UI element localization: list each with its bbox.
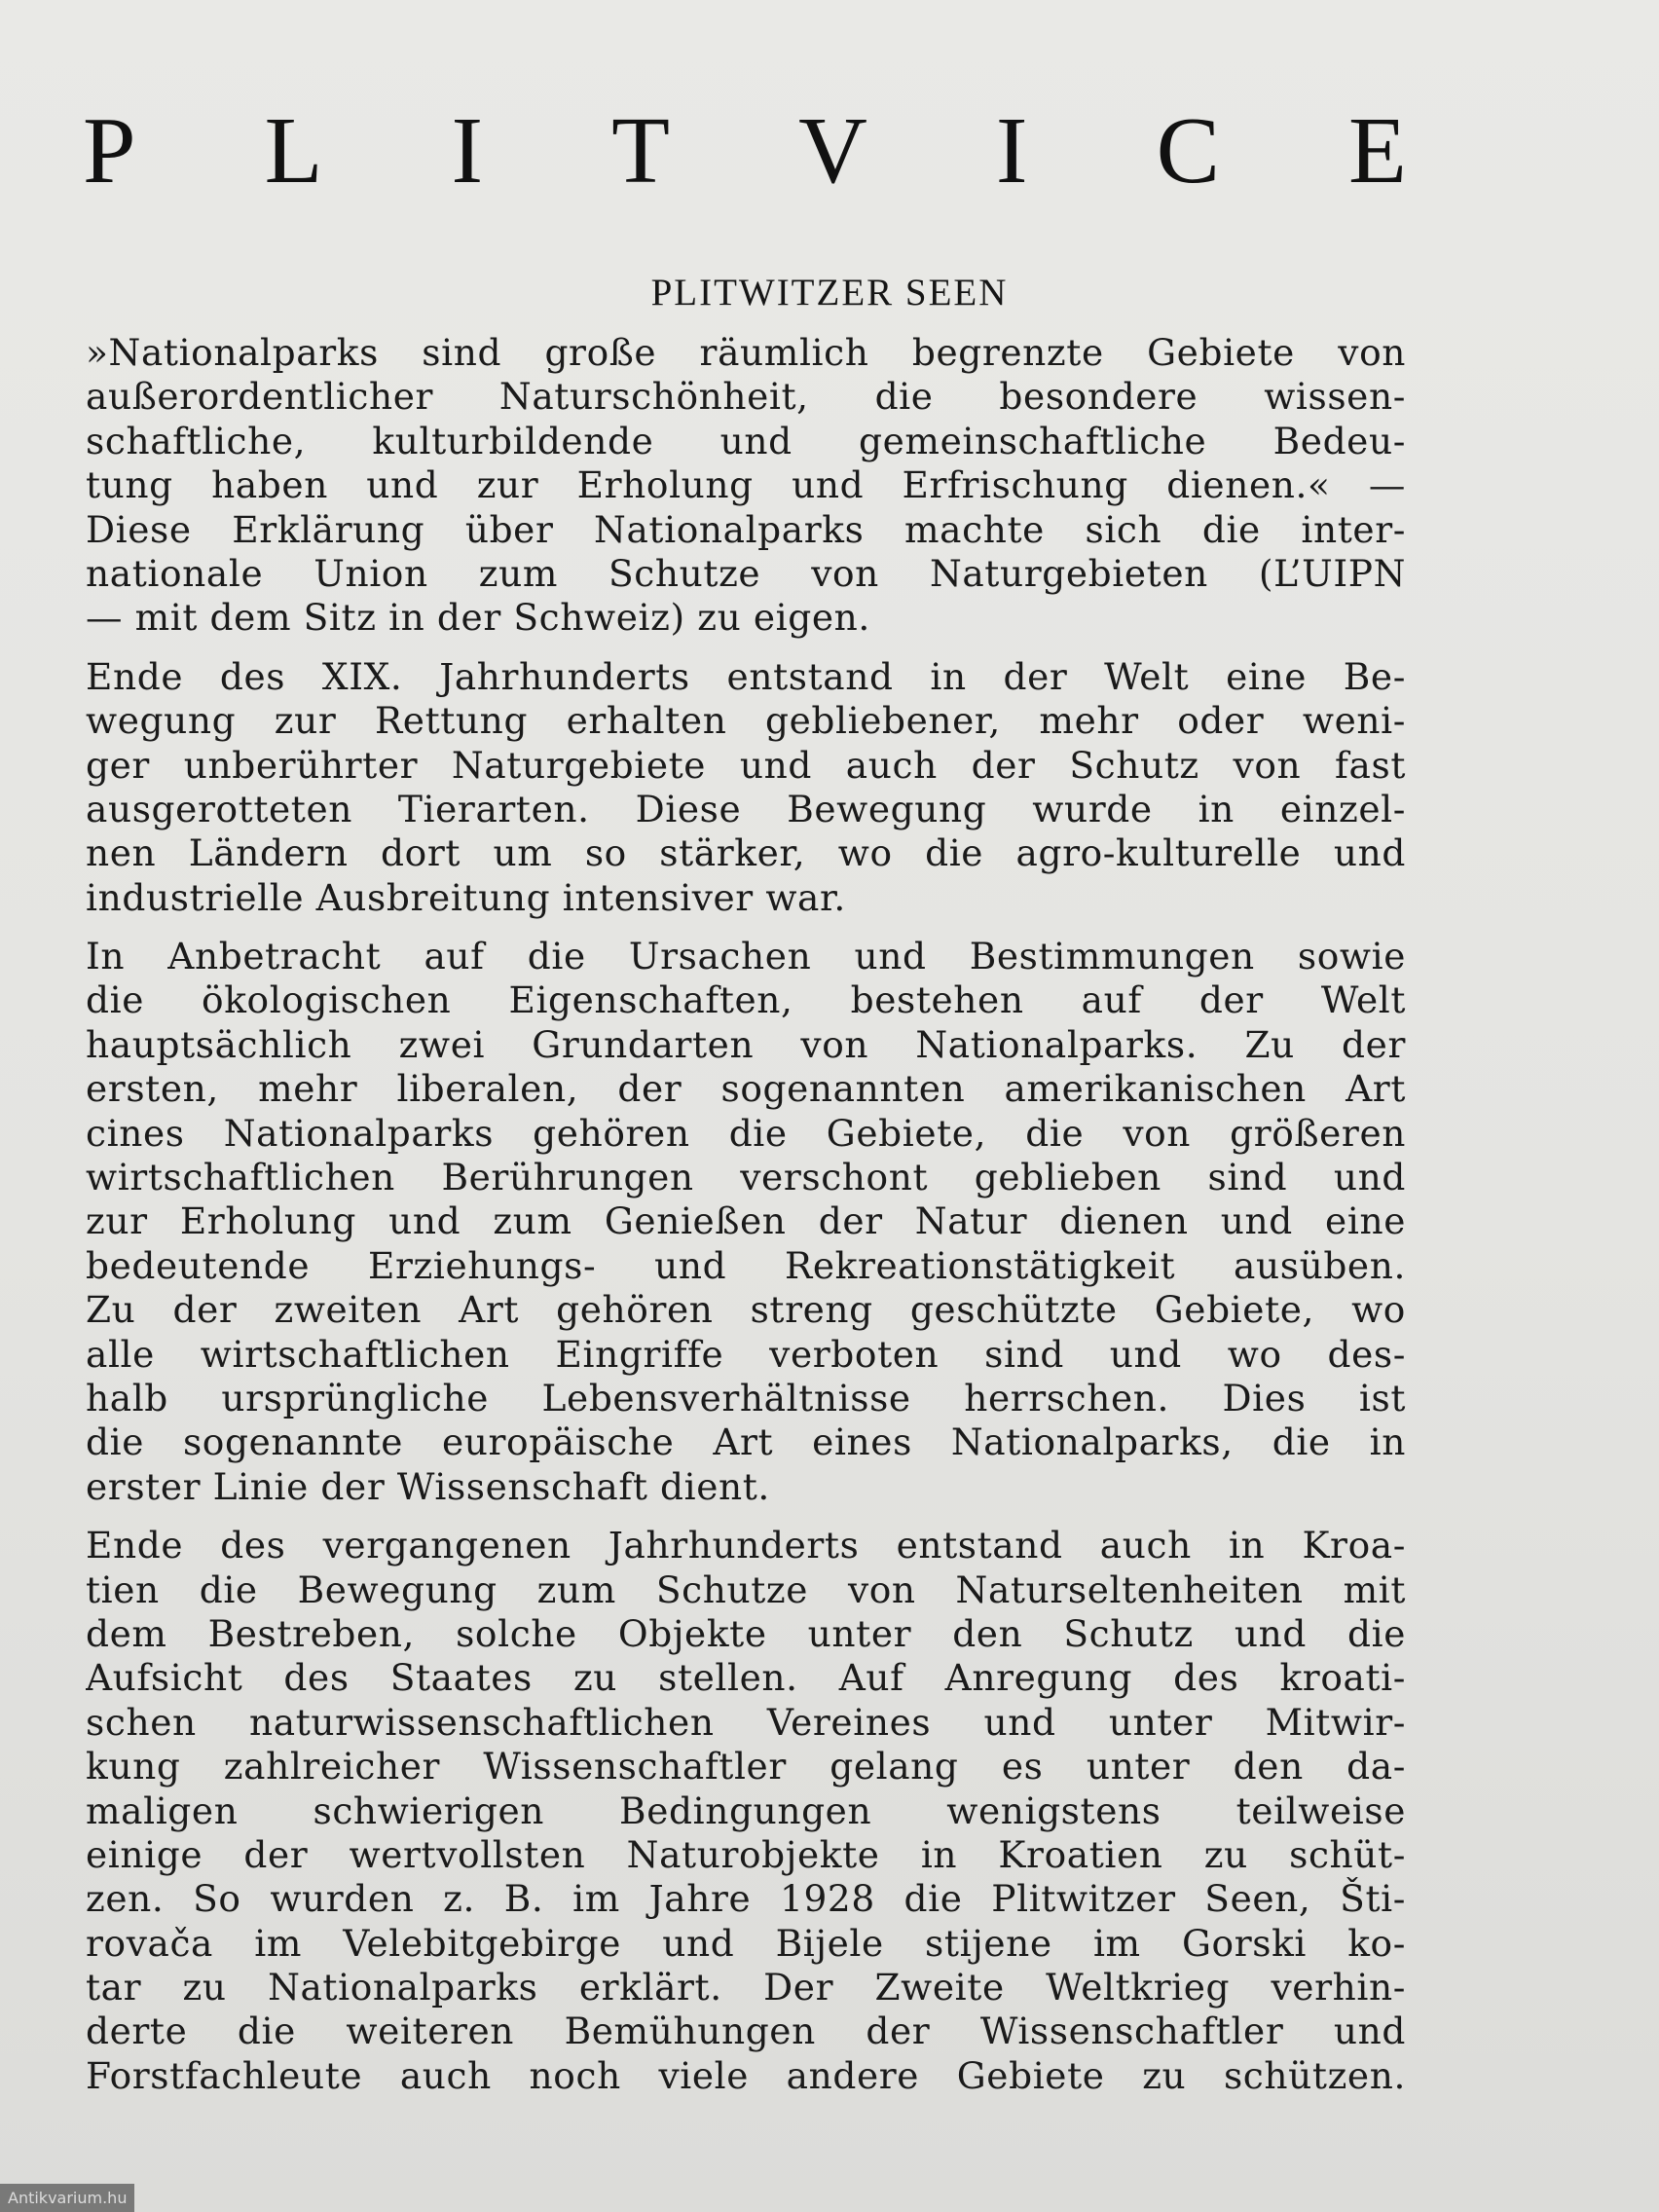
- text-line: alle wirtschaftlichen Eingriffe verboten sind und wo des-: [86, 1332, 1406, 1376]
- text-line: tung haben und zur Erholung und Erfrischung dienen.« —: [86, 463, 1406, 507]
- text-line: hauptsächlich zwei Grundarten von Nationalparks. Zu der: [86, 1022, 1406, 1066]
- text-line: kung zahlreicher Wissenschaftler gelang es unter den da-: [86, 1745, 1406, 1788]
- text-line: ger unberührter Naturgebiete und auch der Schutz von fast: [86, 743, 1406, 787]
- text-line: wirtschaftlichen Berührungen verschont geblieben sind und: [86, 1156, 1406, 1199]
- text-line: ausgerotteten Tierarten. Diese Bewegung wurde in einzel-: [86, 787, 1406, 830]
- text-line: dem Bestreben, solche Objekte unter den Schutz und die: [86, 1611, 1406, 1655]
- paragraph: [86, 935, 1406, 1509]
- text-line: maligen schwierigen Bedingungen wenigstens teilweise: [86, 1788, 1406, 1832]
- text-line: — mit dem Sitz in der Schweiz) zu eigen.: [86, 596, 870, 640]
- text-line: In Anbetracht auf die Ursachen und Bestimmungen sowie: [86, 935, 1406, 978]
- title-letter: C: [1156, 98, 1220, 203]
- title-letter: V: [798, 98, 867, 203]
- title-letter: I: [451, 98, 484, 203]
- text-line: schen naturwissenschaftlichen Vereines und unter Mitwir-: [86, 1700, 1406, 1744]
- text-line: Aufsicht des Staates zu stellen. Auf Anregung des kroati-: [86, 1656, 1406, 1700]
- watermark: Antikvarium.hu: [0, 2184, 134, 2212]
- page-title: [83, 97, 1407, 204]
- text-line: zur Erholung und zum Genießen der Natur dienen und eine: [86, 1199, 1406, 1243]
- title-letter: T: [611, 98, 671, 203]
- text-line: wegung zur Rettung erhalten gebliebener, mehr oder weni-: [86, 699, 1406, 743]
- paragraph: [86, 1524, 1406, 2098]
- text-line: Ende des XIX. Jahrhunderts entstand in der Welt eine Be-: [86, 654, 1406, 698]
- title-letter: E: [1348, 98, 1407, 203]
- body-text: [86, 331, 1406, 2113]
- text-line: halb ursprüngliche Lebensverhältnisse herrschen. Dies ist: [86, 1376, 1406, 1419]
- text-line: die sogenannte europäische Art eines Nationalparks, die in: [86, 1420, 1406, 1464]
- text-line: nen Ländern dort um so stärker, wo die agro-kulturelle und: [86, 831, 1406, 875]
- title-letter: I: [995, 98, 1028, 203]
- text-line: die ökologischen Eigenschaften, bestehen auf der Welt: [86, 978, 1406, 1022]
- text-line: nationale Union zum Schutze von Naturgebieten (L’UIPN: [86, 551, 1406, 595]
- text-line: »Nationalparks sind große räumlich begrenzte Gebiete von: [86, 331, 1406, 374]
- title-letter: L: [264, 98, 323, 203]
- paragraph: [86, 331, 1406, 641]
- text-line: Zu der zweiten Art gehören streng geschützte Gebiete, wo: [86, 1288, 1406, 1332]
- text-line: Diese Erklärung über Nationalparks machte sich die inter-: [86, 507, 1406, 551]
- text-line: cines Nationalparks gehören die Gebiete, die von größeren: [86, 1111, 1406, 1155]
- text-line: schaftliche, kulturbildende und gemeinschaftliche Bedeu-: [86, 419, 1406, 462]
- text-line: ersten, mehr liberalen, der sogenannten amerikanischen Art: [86, 1067, 1406, 1111]
- paragraph: [86, 655, 1406, 920]
- text-line: bedeutende Erziehungs- und Rekreationstätigkeit ausüben.: [86, 1243, 1406, 1287]
- text-line: tien die Bewegung zum Schutze von Naturseltenheiten mit: [86, 1567, 1406, 1611]
- text-line: industrielle Ausbreitung intensiver war.: [86, 875, 846, 919]
- text-line: Forstfachleute auch noch viele andere Gebiete zu schützen.: [86, 2053, 1406, 2097]
- text-line: rovača im Velebitgebirge und Bijele stijene im Gorski ko-: [86, 1921, 1406, 1965]
- text-line: zen. So wurden z. B. im Jahre 1928 die Plitwitzer Seen, Šti-: [86, 1877, 1406, 1921]
- text-line: Ende des vergangenen Jahrhunderts entstand auch in Kroa-: [86, 1524, 1406, 1567]
- text-line: erster Linie der Wissenschaft dient.: [86, 1464, 770, 1508]
- title-letter: P: [83, 98, 136, 203]
- text-line: außerordentlicher Naturschönheit, die besondere wissen-: [86, 375, 1406, 419]
- text-line: tar zu Nationalparks erklärt. Der Zweite Weltkrieg verhin-: [86, 1966, 1406, 2009]
- section-subtitle: PLITWITZER SEEN: [650, 272, 1009, 313]
- text-line: derte die weiteren Bemühungen der Wissenschaftler und: [86, 2009, 1406, 2053]
- text-line: einige der wertvollsten Naturobjekte in Kroatien zu schüt-: [86, 1832, 1406, 1876]
